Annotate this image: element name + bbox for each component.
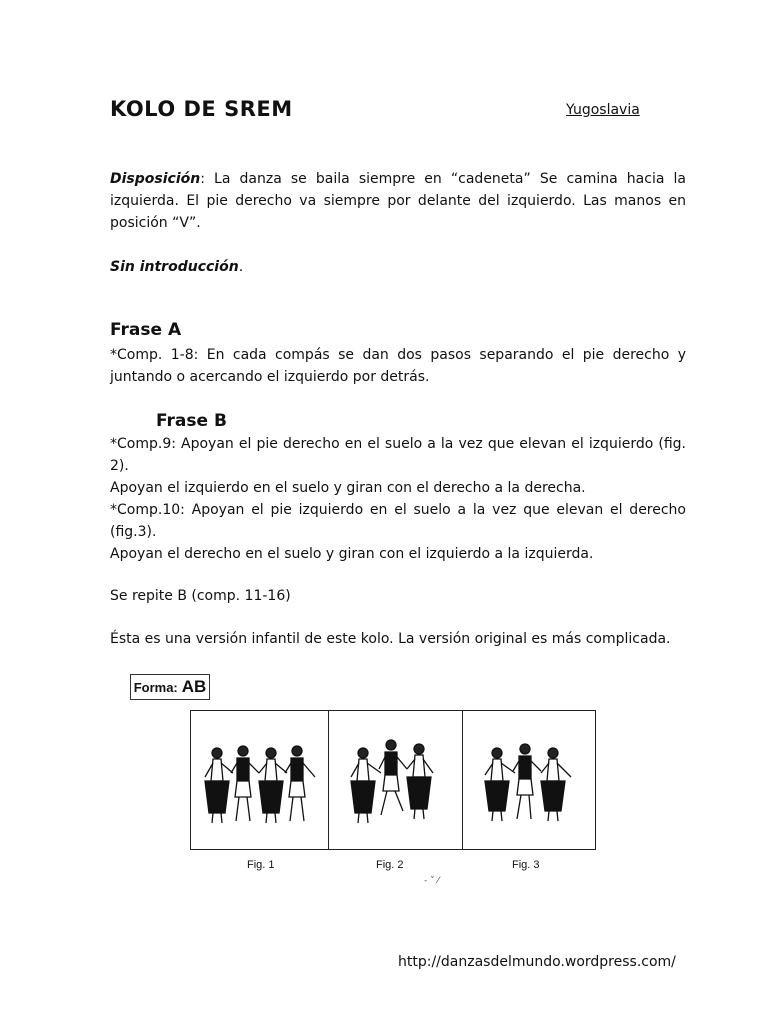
- forma-label: Forma:: [133, 679, 178, 695]
- forma-box: [130, 674, 210, 700]
- disposicion-label: Disposición: [110, 171, 201, 187]
- dancers-illustration-1: [191, 711, 328, 848]
- frase-b-line-1: *Comp.9: Apoyan el pie derecho en el suelo a la vez que elevan el izquierdo (fig. 2).: [110, 436, 686, 474]
- note-line: Ésta es una versión infantil de este kolo. La versión original es más complicada.: [110, 631, 671, 647]
- frase-b-body: [110, 433, 686, 565]
- forma-value: AB: [181, 677, 207, 696]
- country-label: Yugoslavia: [566, 102, 640, 118]
- intro-suffix: .: [238, 259, 244, 275]
- dancers-illustration-3: [463, 711, 596, 848]
- disposicion-text: : La danza se baila siempre en “cadeneta” Se camina hacia la izquierda. El pie derecho va siempre por delante del izquierdo. Las manos en posición “V”.: [110, 171, 686, 231]
- dancers-illustration-2: [329, 711, 463, 848]
- frase-a-heading: Frase A: [110, 320, 182, 340]
- footer-url[interactable]: http://danzasdelmundo.wordpress.com/: [398, 954, 676, 970]
- disposicion-paragraph: [110, 168, 686, 234]
- figure-caption-1: Fig. 1: [247, 859, 275, 871]
- figure-1: [191, 711, 328, 849]
- frase-b-line-4: Apoyan el derecho en el suelo y giran con el izquierdo a la izquierda.: [110, 546, 594, 562]
- repeat-line: Se repite B (comp. 11-16): [110, 588, 291, 604]
- frase-b-line-3: *Comp.10: Apoyan el pie izquierdo en el suelo a la vez que elevan el derecho (fig.3).: [110, 502, 686, 540]
- frase-b-line-2: Apoyan el izquierdo en el suelo y giran con el derecho a la derecha.: [110, 480, 586, 496]
- intro-paragraph: [110, 256, 686, 278]
- frase-b-heading: Frase B: [156, 411, 227, 431]
- figure-caption-3: Fig. 3: [512, 859, 540, 871]
- page-title: KOLO DE SREM: [110, 97, 293, 121]
- figure-3: [462, 711, 596, 849]
- figures-panel: [190, 710, 596, 850]
- figure-2: [328, 711, 462, 849]
- intro-label: Sin introducción: [110, 259, 239, 275]
- figure-caption-2: Fig. 2: [376, 859, 404, 871]
- stray-marks: - ˅ ⁄: [424, 876, 439, 886]
- frase-a-text: *Comp. 1-8: En cada compás se dan dos pasos separando el pie derecho y juntando o acercando el izquierdo por detrás.: [110, 347, 686, 385]
